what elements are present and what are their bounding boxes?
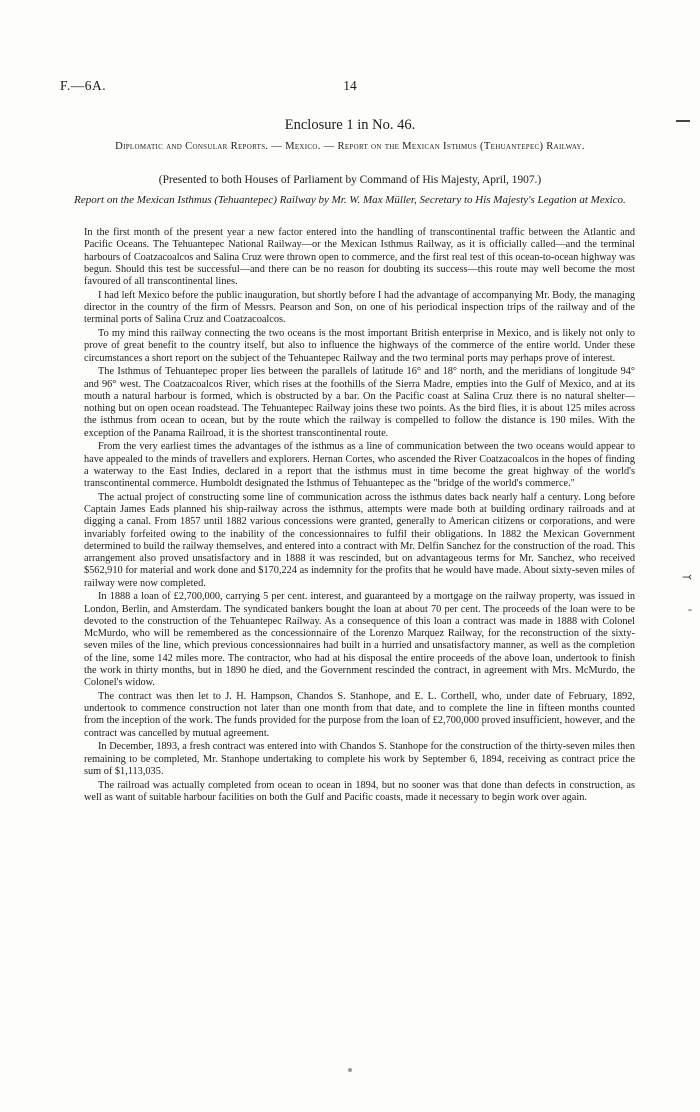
page-header	[60, 78, 640, 98]
document-reference: F.—6A.	[60, 78, 107, 93]
paragraph: The railroad was actually completed from ocean to ocean in 1894, but no sooner was that done than defects in construction, as well as want of suitable harbour facilities on both the Gulf and Pacific coasts, made it necessary to begin work over again.	[84, 779, 635, 803]
paragraph: The actual project of constructing some line of communication across the isthmus dates back nearly half a century. Long before Captain James Eads planned his ship-railway across the isthmus, attempts were made both at building ordinary railroads and at digging a canal. From 1857 until 1882 various concessions were granted, generally to American citizens or corporations, and were invariably forfeited owing to the inability of the concessionnaires to fulfil their obligations. In 1882 the Mexican Government determined to build the railway themselves, and entered into a contract with Mr. Delfin Sanchez for the construction of the road. This arrangement also proved unsatisfactory and in 1888 it was rescinded, but on advantageous terms for Mr. Sanchez, who received $562,910 for material and work done and $170,224 as indemnity for the profits that he would have made. About sixty-seven miles of railway were now completed.	[84, 491, 635, 589]
margin-dash	[676, 120, 690, 122]
margin-mark: ⤙	[681, 570, 692, 584]
paragraph: From the very earliest times the advantages of the isthmus as a line of communication between the two oceans would appear to have appealed to the minds of travellers and explorers. Hernan Cortes, who ascended the River Coatzacoalcos in the hopes of finding a waterway to the East Indies, declared in a report that the isthmus must in time become the great highway of the world's transcontinental commerce. Humboldt designated the Isthmus of Tehuantepec as the "bridge of the world's commerce."	[84, 441, 635, 489]
body-text	[84, 227, 635, 806]
report-byline: Report on the Mexican Isthmus (Tehuantepec) Railway by Mr. W. Max Müller, Secretary to His Majesty's Legation at Mexico.	[74, 194, 626, 206]
paragraph: The Isthmus of Tehuantepec proper lies between the parallels of latitude 16° and 18° north, and the meridians of longitude 94° and 96° west. The Coatzacoalcos River, which rises at the foothills of the Sierra Madre, empties into the Gulf of Mexico, and at its mouth a natural harbour is formed, which is obstructed by a bar. On the Pacific coast at Salina Cruz there is no natural shelter—nothing but on open ocean roadstead. The Tehuantepec Railway joins these two points. As the bird flies, it is about 125 miles across the isthmus from ocean to ocean, but by the route which the railway is compelled to follow the distance is 190 miles. With the exception of the Panama Railroad, it is the shortest transcontinental route.	[84, 366, 635, 439]
paragraph: The contract was then let to J. H. Hampson, Chandos S. Stanhope, and E. L. Corthell, who, under date of February, 1892, undertook to commence construction not later than one month from that date, and to complete the line in fifteen months counted from the inception of the work. The funds provided for the purpose from the loan of £2,700,000 proved insufficient, however, and the contract was cancelled by mutual agreement.	[84, 690, 635, 739]
margin-tick: -	[688, 602, 692, 616]
paragraph: I had left Mexico before the public inauguration, but shortly before I had the advantage of accompanying Mr. Body, the managing director in the country of the firm of Messrs. Pearson and Son, on one of his periodical inspection trips of the railway and of the terminal ports of Salina Cruz and Coatzacoalcos.	[84, 289, 635, 326]
presented-note: (Presented to both Houses of Parliament by Command of His Majesty, April, 1907.)	[158, 174, 542, 186]
report-subtitle: Diplomatic and Consular Reports. — Mexico. — Report on the Mexican Isthmus (Tehuantepec) Railway.	[115, 141, 585, 152]
enclosure-title: Enclosure 1 in No. 46.	[284, 117, 416, 133]
footer-dot	[348, 1068, 352, 1072]
paragraph: In 1888 a loan of £2,700,000, carrying 5 per cent. interest, and guaranteed by a mortgage on the railway property, was issued in London, Berlin, and Amsterdam. The syndicated bankers bought the loan at about 70 per cent. The proceeds of the loan were to be devoted to the construction of the Tehuantepec Railway. As a consequence of this loan a contract was made in 1888 with Colonel McMurdo, who will be remembered as the concessionnaire of the Lorenzo Marquez Railway, for the reconstruction of the sixty-seven miles of the line, which previous concessionnaires had built in a hurried and unsatisfactory manner, as well as the completion of the line, some 142 miles more. The contractor, who had at his disposal the entire proceeds of the above loan, undertook to finish the work in thirty months, but in 1890 he died, and the Government rescinded the contract, in agreement with Mrs. McMurdo, the Colonel's widow.	[84, 591, 635, 688]
paragraph: To my mind this railway connecting the two oceans is the most important British enterprise in Mexico, and is likely not only to prove of great benefit to the country itself, but also to influence the highways of the commerce of the entire world. Under these circumstances a short report on the subject of the Tehuantepec Railway and the two terminal ports may perhaps prove of interest.	[84, 328, 635, 364]
paragraph: In the first month of the present year a new factor entered into the handling of transcontinental traffic between the Atlantic and Pacific Oceans. The Tehuantepec National Railway—or the Mexican Isthmus Railway, as it is officially called—and the terminal harbours of Coatzacoalcos and Salina Cruz were thrown open to commerce, and the first real test of this ocean-to-ocean highway was begun. Should this test be successful—and there can be no reason for doubting its success—this route may well become the most favoured of all transcontinental lines.	[84, 227, 635, 287]
paragraph: In December, 1893, a fresh contract was entered into with Chandos S. Stanhope for the construction of the thirty-seven miles then remaining to be completed, Mr. Stanhope undertaking to complete his work by September 6, 1894, receiving as contract price the sum of $1,113,035.	[84, 741, 635, 777]
page-number: 14	[343, 78, 357, 93]
